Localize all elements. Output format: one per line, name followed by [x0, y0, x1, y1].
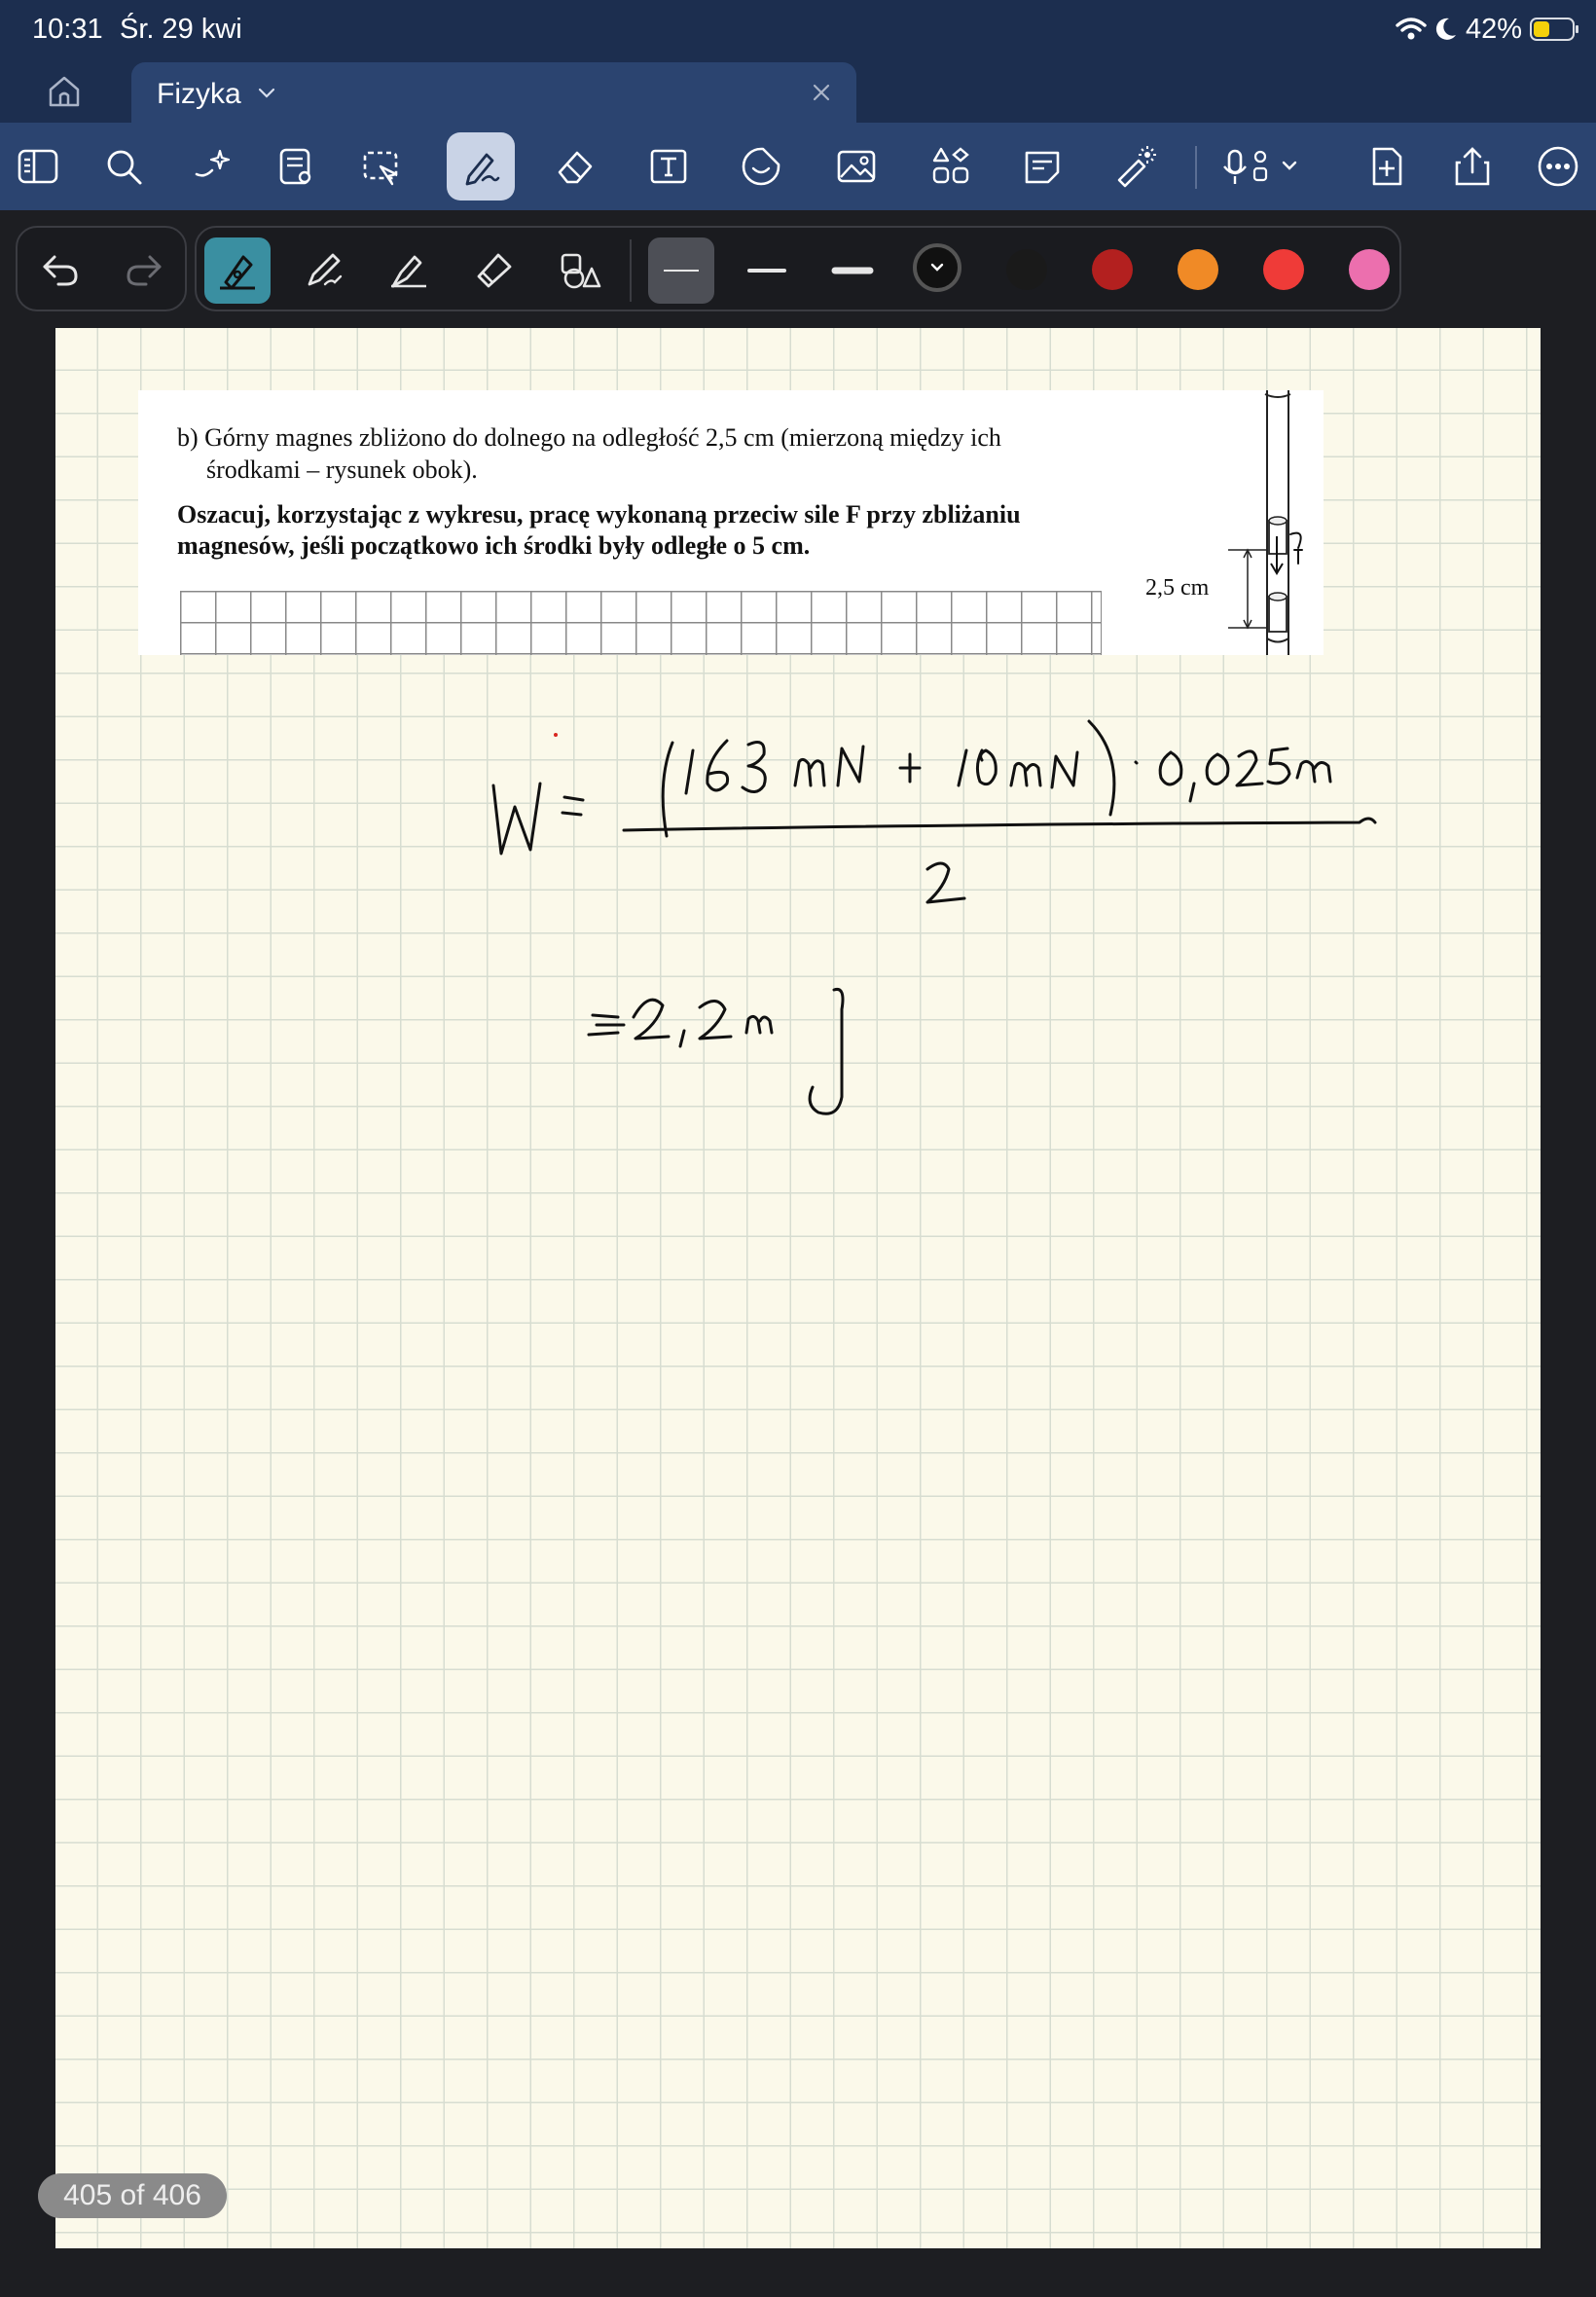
hw-j	[810, 989, 843, 1113]
audio-record-button[interactable]	[1221, 142, 1311, 191]
chevron-down-icon[interactable]	[254, 80, 279, 105]
more-options-button[interactable]	[1534, 142, 1582, 191]
battery-icon	[1530, 18, 1575, 41]
color-swatch-red[interactable]	[1263, 249, 1304, 290]
thin-line-icon	[658, 247, 705, 294]
status-date: Śr. 29 kwi	[120, 14, 242, 45]
brush-pen-icon	[385, 247, 432, 294]
image-icon	[835, 145, 878, 188]
notes-summary-button[interactable]	[272, 142, 320, 191]
brush-pen-tool[interactable]	[376, 237, 442, 304]
hw-w	[493, 784, 540, 854]
hw-fraction-bar	[624, 819, 1375, 830]
stroke-width-thick[interactable]	[819, 237, 886, 304]
add-page-icon	[1365, 145, 1408, 188]
tab-fizyka[interactable]	[131, 62, 856, 123]
search-button[interactable]	[99, 142, 148, 191]
text-box-icon	[647, 145, 690, 188]
redo-button[interactable]	[111, 237, 177, 304]
pen-options-toolbar	[195, 226, 1401, 311]
exercise-line-2: środkami – rysunek obok).	[206, 456, 478, 484]
shapes-icon	[929, 145, 972, 188]
status-time: 10:31	[32, 14, 103, 45]
toolbar-divider	[1195, 146, 1197, 189]
microphone-icon	[1221, 145, 1311, 188]
chevron-down-icon	[917, 247, 958, 288]
share-button[interactable]	[1448, 142, 1497, 191]
exercise-line-3: Oszacuj, korzystając z wykresu, pracę wykonaną przeciw sile F przy zbliżaniu	[177, 500, 1021, 529]
status-indicators	[1396, 10, 1575, 49]
shape-recognition-tool[interactable]	[547, 237, 613, 304]
moon-icon	[1434, 17, 1458, 42]
wifi-icon	[1396, 18, 1427, 41]
undo-icon	[37, 247, 84, 294]
medium-line-icon	[744, 247, 790, 294]
sparkle-pen-icon	[191, 145, 234, 188]
home-button[interactable]	[43, 74, 86, 109]
redo-icon	[121, 247, 167, 294]
sidebar-toggle-button[interactable]	[14, 142, 62, 191]
color-swatch-pink[interactable]	[1349, 249, 1390, 290]
color-swatch-black[interactable]	[1006, 249, 1047, 290]
thick-line-icon	[829, 247, 876, 294]
sticker-icon	[740, 145, 782, 188]
close-icon[interactable]	[810, 81, 833, 104]
highlighter-icon	[471, 247, 518, 294]
image-button[interactable]	[832, 142, 881, 191]
stroke-width-medium[interactable]	[734, 237, 800, 304]
color-swatch-dark-red[interactable]	[1092, 249, 1133, 290]
hw-paren-close	[1089, 721, 1114, 815]
home-icon	[43, 74, 86, 109]
pen-tool-button[interactable]	[447, 132, 515, 201]
page-counter: 405 of 406	[38, 2173, 227, 2218]
sticky-note-icon	[1021, 145, 1064, 188]
ai-sparkle-button[interactable]	[188, 142, 236, 191]
color-picker-selected[interactable]	[913, 243, 961, 292]
hw-paren-open	[663, 743, 672, 836]
document-icon	[274, 145, 317, 188]
sidebar-icon	[17, 145, 59, 188]
exercise-line-4: magnesów, jeśli początkowo ich środki były odległe o 5 cm.	[177, 531, 811, 560]
pen-toolbar-divider	[630, 239, 632, 302]
app-header	[0, 0, 1596, 210]
sticker-button[interactable]	[737, 142, 785, 191]
fountain-pen-icon	[214, 247, 261, 294]
ball-pen-icon	[300, 247, 346, 294]
hw-equals	[562, 797, 583, 815]
pen-icon	[459, 145, 502, 188]
hw-denominator	[927, 863, 964, 902]
tab-title: Fizyka	[157, 78, 241, 110]
exercise-line-1: b) Górny magnes zbliżono do dolnego na odległość 2,5 cm (mierzoną między ich	[177, 423, 1001, 452]
status-bar	[0, 0, 1596, 58]
sticky-note-button[interactable]	[1018, 142, 1067, 191]
lasso-button[interactable]	[356, 142, 405, 191]
main-toolbar	[0, 123, 1596, 210]
shapes-button[interactable]	[926, 142, 975, 191]
fountain-pen-tool[interactable]	[204, 237, 271, 304]
share-icon	[1451, 145, 1494, 188]
search-icon	[102, 145, 145, 188]
more-icon	[1537, 145, 1579, 188]
ball-pen-tool[interactable]	[290, 237, 356, 304]
hw-approx	[589, 1015, 624, 1035]
add-page-button[interactable]	[1362, 142, 1411, 191]
lasso-icon	[359, 145, 402, 188]
laser-pointer-button[interactable]	[1110, 142, 1159, 191]
undo-button[interactable]	[27, 237, 93, 304]
eraser-button[interactable]	[551, 142, 599, 191]
eraser-icon	[554, 145, 597, 188]
color-swatch-orange[interactable]	[1178, 249, 1218, 290]
notebook-page[interactable]	[55, 328, 1541, 2248]
highlighter-tool[interactable]	[461, 237, 527, 304]
stroke-width-thin[interactable]	[648, 237, 714, 304]
text-tool-button[interactable]	[644, 142, 693, 191]
handwritten-solution	[55, 328, 1541, 2248]
figure-distance-label: 2,5 cm	[1145, 575, 1210, 601]
tab-row	[0, 60, 1596, 123]
undo-redo-group	[16, 226, 187, 311]
battery-percent: 42%	[1465, 13, 1522, 45]
shape-pen-icon	[557, 247, 603, 294]
laser-pointer-icon	[1113, 145, 1156, 188]
